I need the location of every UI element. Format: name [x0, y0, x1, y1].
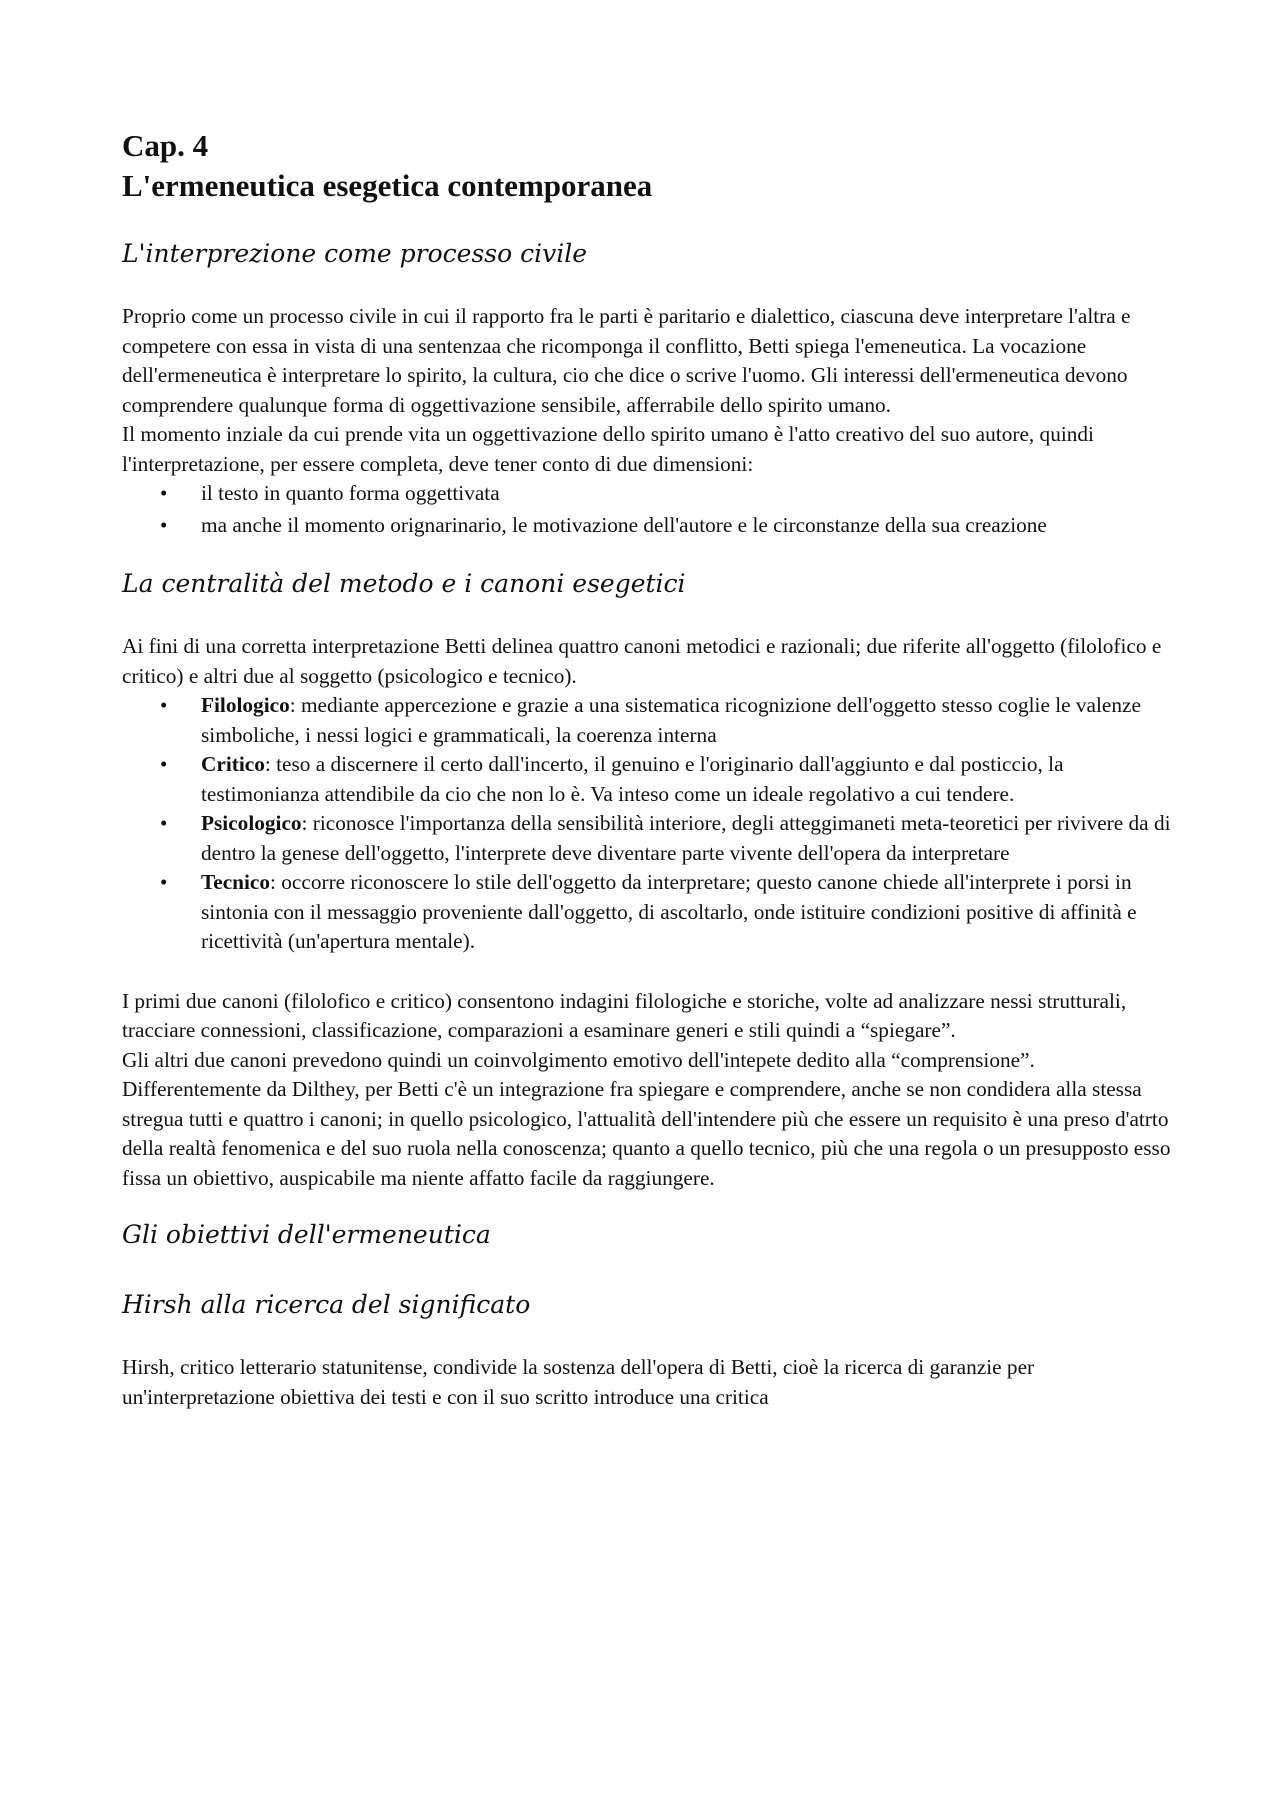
canon-term: Filologico — [201, 693, 290, 717]
paragraph: Il momento inziale da cui prende vita un oggettivazione dello spirito umano è l'atto creativo del suo autore, quindi l'interpretazione, per essere completa, deve tener conto di due dimensioni: — [122, 422, 1094, 476]
canon-description: : riconosce l'importanza della sensibilità interiore, degli atteggimaneti meta-teoretici per rivivere da di dentro la genese dell'oggetto, l'interprete deve diventare parte vivente dell'opera da interpretare — [201, 811, 1171, 865]
section-heading-obiettivi: Gli obiettivi dell'ermeneutica — [122, 1220, 491, 1249]
canons-list — [122, 691, 1172, 957]
list-item-canon-filologico — [122, 691, 1172, 750]
list-item — [122, 511, 1172, 541]
paragraph: Hirsh, critico letterario statunitense, condivide la sostenza dell'opera di Betti, cioè la ricerca di garanzie per un'interpretazione obiettiva dei testi e con il suo scritto introduce una critica — [122, 1355, 1035, 1409]
bullet-icon: • — [160, 693, 168, 717]
bullet-icon: • — [160, 752, 168, 776]
section-heading-canoni-esegetici: La centralità del metodo e i canoni esegetici — [122, 569, 686, 598]
paragraph: Proprio come un processo civile in cui il rapporto fra le parti è paritario e dialettico, ciascuna deve interpretare l'altra e competere con essa in vista di una sentenzaa che ricomponga il conflitto, Betti spiega l'emeneutica. La vocazione dell'ermeneutica è interpretare lo spirito, la cultura, cio che dice o scrive l'uomo. Gli interessi dell'ermeneutica devono comprendere qualunque forma di oggettivazione sensibile, afferrabile dello spirito umano. — [122, 304, 1131, 417]
list-item-canon-critico — [122, 750, 1172, 809]
paragraph: I primi due canoni (filolofico e critico) consentono indagini filologiche e storiche, volte ad analizzare nessi strutturali, tracciare connessioni, classificazione, comparazioni a esaminare generi e stili quindi a “spiegare”. — [122, 988, 1127, 1042]
chapter-number: Cap. 4 — [122, 128, 209, 163]
bullet-icon: • — [160, 870, 168, 894]
list-item — [122, 479, 1172, 509]
paragraph: Differentemente da Dilthey, per Betti c'è un integrazione fra spiegare e comprendere, anche se non condidera alla stessa stregua tutti e quattro i canoni; in quello psicologico, l'attualità dell'intendere più che essere un requisito è una preso d'atrto della realtà fenomenica e del suo ruola nella conoscenza; quanto a quello tecnico, più che una regola o un presupposto esso fissa un obiettivo, auspicabile ma niente affatto facile da raggiungere. — [122, 1077, 1171, 1190]
list-item-canon-psicologico — [122, 809, 1172, 868]
section-heading-processo-civile: L'interprezione come processo civile — [122, 239, 588, 268]
canon-term: Psicologico — [201, 811, 302, 835]
paragraph: Ai fini di una corretta interpretazione Betti delinea quattro canoni metodici e razionali; due riferite all'oggetto (filolofico e critico) e altri due al soggetto (psicologico e tecnico). — [122, 634, 1162, 688]
list-item-canon-tecnico — [122, 868, 1172, 957]
bullet-icon: • — [160, 512, 168, 537]
bullet-list — [122, 479, 1172, 540]
canon-term: Tecnico — [201, 870, 271, 894]
chapter-title — [122, 126, 1172, 206]
list-item-text: il testo in quanto forma oggettivata — [201, 481, 500, 505]
bullet-icon: • — [160, 481, 168, 505]
bullet-icon: • — [160, 811, 168, 835]
section-heading-hirsh: Hirsh alla ricerca del significato — [122, 1290, 531, 1319]
canon-description: : occorre riconoscere lo stile dell'oggetto da interpretare; questo canone chiede all'interprete i porsi in sintonia con il messaggio proveniente dall'oggetto, di ascoltarlo, onde istituire condizioni positive di affinità e ricettività (un'apertura mentale). — [201, 870, 1137, 953]
canon-description: : mediante appercezione e grazie a una sistematica ricognizione dell'oggetto stesso coglie le valenze simboliche, i nessi logici e grammaticali, la coerenza interna — [201, 693, 1141, 747]
canon-description: : teso a discernere il certo dall'incerto, il genuino e l'originario dall'aggiunto e dal posticcio, la testimonianza attendibile da cio che non lo è. Va inteso come un ideale regolativo a cui tendere. — [201, 752, 1064, 806]
list-item-text: ma anche il momento orignarinario, le motivazione dell'autore e le circonstanze della sua creazione — [201, 512, 1047, 537]
canon-term: Critico — [201, 752, 265, 776]
paragraph: Gli altri due canoni prevedono quindi un coinvolgimento emotivo dell'intepete dedito alla “comprensione”. — [122, 1047, 1035, 1072]
chapter-name: L'ermeneutica esegetica contemporanea — [122, 168, 653, 203]
document-page — [122, 126, 1172, 1412]
